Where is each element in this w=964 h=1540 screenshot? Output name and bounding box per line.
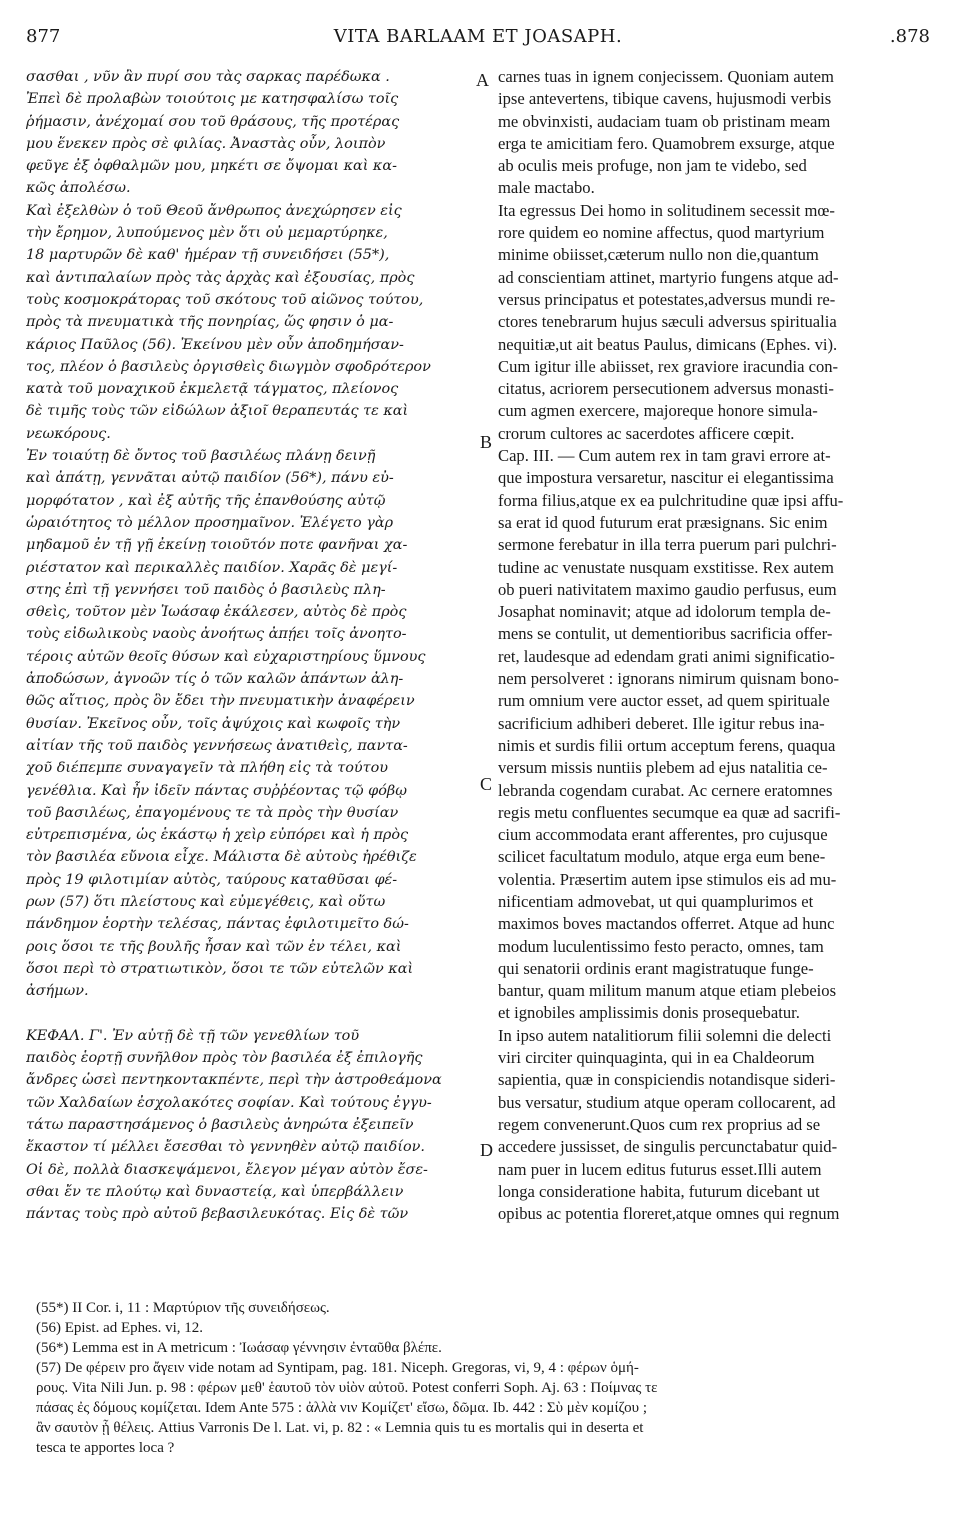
greek-text-line: Ἐπεὶ δὲ προλαβὼν τοιούτοις με κατησφαλίσω τοῖς: [26, 91, 399, 108]
latin-text-line: longa consideratione habita, futurum dicebant ut: [498, 1181, 820, 1201]
latin-text-line: ob pueri nativitatem maximo gaudio perfusus, eum: [498, 579, 837, 599]
latin-text-line: nimis et surdis filii ortum acceptum ferens, quaqua: [498, 735, 836, 755]
greek-text-line: ροις ὅσοι τε τῆς βουλῆς ἦσαν καὶ τῶν ἐν τέλει, καὶ: [26, 938, 402, 955]
latin-text-line: sapientia, quæ in conspiciendis notandisque sideri-: [498, 1070, 836, 1090]
greek-text-line: μορφότατον , καὶ ἐξ αὐτῆς τῆς ἐπανθούσης αὐτῷ: [26, 492, 386, 509]
greek-text-line: μου ἕνεκεν πρὸς σὲ φιλίας. Ἀναστὰς οὖν, λοιπὸν: [26, 135, 386, 152]
latin-text-line: et ignobiles amplissimis donis prosequebatur.: [498, 1003, 800, 1023]
footnote-line: (57) De φέρειν pro ἄγειν vide notam ad Syntipam, pag. 181. Niceph. Gregoras, vi, 9, 4 : φέρων ὁμή-: [36, 1360, 639, 1376]
latin-text-line: Cap. III. — Cum autem rex in tam gravi errore at-: [498, 446, 831, 466]
footnote-line: ρους. Vita Nili Jun. p. 98 : φέρων μεθ' ἑαυτοῦ τὸν υἱὸν αὐτοῦ. Potest conferri Soph. Aj. 63 : Ποίμνας τε: [36, 1380, 658, 1396]
latin-text-line: In ipso autem natalitiorum filii solemni die delecti: [498, 1025, 832, 1045]
latin-text-line: maximos boves mactandos offerret. Atque ad hunc: [498, 914, 835, 934]
latin-text-line: qui senatorii ordinis erant magistratuque funge-: [498, 958, 814, 978]
greek-text-line: κῶς ἀπολέσω.: [26, 180, 131, 197]
greek-text-line: ρων (57) ὅτι πλείστους καὶ εὐμεγέθεις, καὶ οὕτω: [26, 893, 386, 910]
margin-marker-b: B: [480, 432, 493, 452]
greek-text-line: τέροις αὐτῶν θεοῖς θύσων καὶ εὐχαριστηρίους ὕμνους: [26, 648, 426, 665]
latin-text-line: minime obiisset,cæterum nullo non die,quantum: [498, 245, 819, 265]
greek-text-line: πρὸς τὰ πνευματικὰ τῆς πονηρίας, ὥς φησιν ὁ μα-: [26, 314, 394, 331]
latin-text-line: opibus ac potentia floreret,atque omnes qui regnum: [498, 1204, 840, 1224]
greek-text-line: ριέστατον καὶ περικαλλὲς παιδίον. Χαρᾶς δὲ μεγί-: [26, 559, 398, 576]
latin-text-line: scilicet facultatum modulo, atque erga eum bene-: [498, 847, 826, 867]
latin-text-line: versus principatus et potestates,adversus mundi re-: [498, 289, 836, 309]
footnote-line: tesca te apportes loca ?: [36, 1440, 175, 1456]
latin-text-line: ab oculis meis profuge, non jam te videbo, sed: [498, 156, 807, 176]
greek-text-line: εὐτρεπισμένα, ὡς ἑκάστῳ ἡ χεὶρ εὐπόρει καὶ ἡ πρὸς: [26, 827, 409, 844]
latin-text-line: nificentiam admovebat, ut qui quamplurimos et: [498, 891, 814, 911]
latin-text-line: carnes tuas in ignem conjecissem. Quoniam autem: [498, 67, 834, 86]
latin-text-line: accedere jussisset, de singulis percunctabatur quid-: [498, 1137, 838, 1157]
latin-text-line: sermone ferebatur in illa terra puerum pari pulchri-: [498, 535, 837, 555]
latin-text-line: mens se contulit, ut dementioribus sacrificia offer-: [498, 624, 833, 644]
latin-text-line: lebranda cogendam curabat. Ac cernere eratomnes: [498, 780, 833, 800]
latin-text-line: cum agmen exercere, majoreque honore simula-: [498, 401, 818, 421]
latin-column: [498, 66, 930, 1225]
greek-text-line: τάτω παραστησάμενος ὁ βασιλεὺς ἀνηρώτα ἐξειπεῖν: [26, 1116, 414, 1133]
latin-text-line: bantur, quam militum manum atque etiam plebeios: [498, 981, 837, 1001]
latin-text-line: ctores tenebrarum hujus sæculi adversus spiritualia: [498, 312, 837, 332]
latin-text-line: rum omnium vere auctor esset, ad quem spirituale: [498, 691, 830, 711]
greek-text-line: ἄνδρες ὡσεὶ πεντηκοντακπέντε, περὶ τὴν ἀστροθεάμονα: [26, 1072, 442, 1089]
greek-text-line: Ἐν τοιαύτῃ δὲ ὄντος τοῦ βασιλέως πλάνῃ δεινῇ: [26, 448, 376, 465]
latin-text-line: nem persolveret : ignorans nimirum quisnam bono-: [498, 669, 840, 689]
latin-text-line: ret, laudesque ad edendam grati animi significatio-: [498, 646, 835, 666]
footnote-line: (56) Epist. ad Ephes. vi, 12.: [36, 1320, 204, 1336]
latin-text-line: sacrificium adhiberi deberet. Ille igitur rebus ina-: [498, 713, 825, 733]
greek-text-line: ἕκαστον τί μέλλει ἔσεσθαι τὸ γεννηθὲν αὐτῷ παιδίον.: [26, 1139, 425, 1156]
margin-marker-d: D: [480, 1140, 493, 1160]
footnote-line: (55*) II Cor. i, 11 : Μαρτύριον τῆς συνειδήσεως.: [36, 1300, 330, 1316]
greek-text-line: σθεὶς, τοῦτον μὲν Ἰωάσαφ ἐκάλεσεν, αὐτὸς δὲ πρὸς: [26, 604, 407, 621]
greek-text-line: ἀσήμων.: [26, 983, 89, 1000]
greek-text-line: πάνδημον ἑορτὴν τελέσας, πάντας ἐφιλοτιμεῖτο δώ-: [26, 916, 409, 933]
latin-text-line: regem convenerunt.Quos cum rex proprius ad se: [498, 1114, 821, 1134]
footnotes: [36, 1298, 936, 1458]
greek-text-line: ὡραιότητος τὸ μέλλον προσημαῖνον. Ἐλέγετο γὰρ: [26, 514, 394, 531]
margin-marker-c: C: [480, 774, 493, 794]
latin-text-line: volentia. Præsertim autem ipse stimulos eis ad mu-: [498, 869, 837, 889]
greek-text-line: Καὶ ἐξελθὼν ὁ τοῦ Θεοῦ ἄνθρωπος ἀνεχώρησεν εἰς: [26, 202, 402, 219]
greek-text-line: τοὺς εἰδωλικοὺς ναοὺς ἀνοήτως ἀπῄει τοῖς ἀνοητο-: [26, 626, 407, 643]
latin-text-line: me obvinxisti, audaciam tuam ob pristinam meam: [498, 111, 831, 131]
greek-text-line: τῶν Χαλδαίων ἐσχολακότες σοφίαν. Καὶ τούτους ἐγγυ-: [26, 1094, 432, 1111]
left-page-number: 877: [26, 26, 61, 47]
greek-text-line: πάντας τοὺς πρὸ αὐτοῦ βεβασιλευκότας. Εἰς δὲ τῶν: [26, 1206, 409, 1223]
greek-text-line: στης ἐπὶ τῇ γεννήσει τοῦ παιδὸς ὁ βασιλεὺς πλη-: [26, 581, 386, 598]
greek-text-line: τὴν ἔρημον, λυπούμενος μὲν ὅτι οὐ μεμαρτύρηκε,: [26, 225, 388, 242]
greek-text-line: ὅσοι περὶ τὸ στρατιωτικὸν, ὅσοι τε τῶν εὐτελῶν καὶ: [26, 960, 414, 977]
greek-text-line: μηδαμοῦ ἐν τῇ γῇ ἐκείνῃ τοιοῦτόν ποτε φανῆναι χα-: [26, 537, 408, 554]
latin-text-line: viri circiter quinquaginta, qui in ea Chaldeorum: [498, 1048, 815, 1068]
running-title: VITA BARLAAM ET JOASAPH.: [333, 26, 623, 47]
greek-text-line: τος, πλέον ὁ βασιλεὺς ὀργισθεὶς διωγμὸν σφοδρότερον: [26, 358, 431, 375]
latin-text-line: crorum cultores ac sacerdotes afficere cœpit.: [498, 423, 795, 443]
latin-text-line: citatus, acriorem persecutionem adversus monasti-: [498, 379, 834, 399]
latin-text-line: cium accommodata erant afferentes, pro cujusque: [498, 825, 828, 845]
latin-text-line: modum luculentissimo festo peracto, omnes, tam: [498, 936, 824, 956]
latin-text-line: erga te amicitiam fero. Quamobrem exsurge, atque: [498, 133, 835, 153]
latin-text-line: regis metu confluentes secumque ea quæ ad sacrifi-: [498, 802, 841, 822]
page-header: [26, 26, 930, 54]
greek-text-line: κάριος Παῦλος (56). Ἐκείνου μὲν οὖν ἀποδημήσαν-: [26, 336, 404, 353]
greek-text-line: νεωκόρους.: [26, 425, 111, 442]
latin-text-line: sa erat id quod futurum erat præsignans. Sic enim: [498, 512, 828, 532]
greek-text-line: τὸν βασιλέα εὔνοια εἶχε. Μάλιστα δὲ αὐτοὺς ἠρέθιζε: [26, 849, 417, 866]
greek-text-line: σθαι ἔν τε πλούτῳ καὶ δυναστείᾳ, καὶ ὑπερβάλλειν: [26, 1183, 404, 1200]
latin-text-line: nam puer in lucem editus futurus esset.Illi autem: [498, 1159, 822, 1179]
greek-text-line: ῥήμασιν, ἀνέχομαί σου τοῦ θράσους, τῆς προτέρας: [26, 113, 400, 130]
greek-text-line: καὶ ἀντιπαλαίων πρὸς τὰς ἀρχὰς καὶ ἐξουσίας, πρὸς: [26, 269, 415, 286]
latin-text-line: nequitiæ,ut ait beatus Paulus, dimicans (Ephes. vi).: [498, 334, 838, 354]
footnote-line: (56*) Lemma est in A metricum : Ἰωάσαφ γέννησιν ἐνταῦθα βλέπε.: [36, 1340, 442, 1356]
greek-text-line: θυσίαν. Ἐκεῖνος οὖν, τοῖς ἀψύχοις καὶ κωφοῖς τὴν: [26, 715, 401, 732]
footnote-line: ἂν σαυτὸν ᾗ θέλεις. Attius Varronis De l. Lat. vi, p. 82 : « Lemnia quis tu es mortalis qui in deserta et: [36, 1420, 644, 1436]
greek-text-line: τοὺς κοσμοκράτορας τοῦ σκότους τοῦ αἰῶνος τούτου,: [26, 291, 424, 308]
greek-text-line: αἰτίαν τῆς τοῦ παιδὸς γεννήσεως ἀνατιθεὶς, παντα-: [26, 737, 408, 754]
greek-text-line: παιδὸς ἑορτῇ συνῆλθον πρὸς τὸν βασιλέα ἐξ ἐπιλογῆς: [26, 1050, 423, 1067]
greek-text-line: 18 μαρτυρῶν δὲ καθ' ἡμέραν τῇ συνειδήσει (55*),: [26, 247, 390, 264]
greek-text-line: σασθαι , νῦν ἂν πυρί σου τὰς σαρκας παρέδωκα .: [26, 69, 390, 85]
greek-text-line: ἀποδώσων, ἀγνοῶν τίς ὁ τῶν καλῶν ἁπάντων ἀλη-: [26, 671, 404, 688]
right-page-number: .878: [889, 26, 930, 47]
greek-text-line: ΚΕΦΑΛ. Γ'. Ἐν αὐτῇ δὲ τῇ τῶν γενεθλίων τοῦ: [26, 1027, 360, 1044]
greek-text-line: [26, 1002, 470, 1024]
latin-text-line: Josaphat nominavit; atque ad idolorum templa de-: [498, 602, 831, 622]
latin-text-line: tudine ac venustate nusquam exstitisse. Rex autem: [498, 557, 834, 577]
latin-text-line: ad conscientiam attinet, martyrio fungens atque ad-: [498, 267, 839, 287]
latin-text-line: ipse antevertens, tibique cavens, hujusmodi verbis: [498, 89, 832, 109]
greek-text-line: χοῦ διέπεμπε συναγαγεῖν τὰ πλήθη εἰς τὰ τούτου: [26, 760, 388, 777]
greek-column: [26, 66, 470, 1225]
greek-text-line: φεῦγε ἐξ ὀφθαλμῶν μου, μηκέτι σε ὄψομαι καὶ κα-: [26, 158, 397, 175]
margin-marker-a: A: [476, 70, 489, 90]
latin-text-line: forma filius,atque ex ea pulchritudine quæ ipsi affu-: [498, 490, 844, 510]
greek-text-line: καὶ ἀπάτῃ, γεννᾶται αὐτῷ παιδίον (56*), πάνυ εὐ-: [26, 470, 394, 487]
greek-text-line: κατὰ τοῦ μοναχικοῦ ἐκμελετᾷ τάγματος, πλείονος: [26, 381, 399, 398]
greek-text-line: πρὸς 19 φιλοτιμίαν αὐτὸς, ταύρους καταθῦσαι φέ-: [26, 871, 398, 888]
footnote-line: πάσας ἐς δόμους κομίζεται. Idem Ante 575 : ἀλλὰ νιν Κομίζετ' εἴσω, δῶμα. Ib. 442 : Σὺ μὲν κομίζου ;: [36, 1400, 647, 1416]
latin-text-line: Ita egressus Dei homo in solitudinem secessit mœ-: [498, 200, 835, 220]
latin-text-line: Cum igitur ille abiisset, rex graviore iracundia con-: [498, 356, 839, 376]
latin-text-line: male mactabo.: [498, 178, 595, 198]
latin-text-line: versum missis nuntiis plebem ad ejus natalitia ce-: [498, 758, 828, 778]
latin-text-line: bus versatur, studium atque operam collocarent, ad: [498, 1092, 836, 1112]
greek-text-line: τοῦ βασιλέως, ἐπαγομένους τε τὰ πρὸς τὴν θυσίαν: [26, 804, 399, 821]
greek-text-line: γενέθλια. Καὶ ἦν ἰδεῖν πάντας συῤῥέοντας τῷ φόβῳ: [26, 782, 407, 799]
greek-text-line: Οἱ δὲ, πολλὰ διασκεψάμενοι, ἔλεγον μέγαν αὐτὸν ἔσε-: [26, 1161, 428, 1178]
greek-text-line: θῶς αἴτιος, πρὸς ὃν ἔδει τὴν πνευματικὴν ἀναφέρειν: [26, 693, 415, 710]
greek-text-line: δὲ τιμῆς τοὺς τῶν εἰδώλων ἀξιοῖ θεραπευτάς τε καὶ: [26, 403, 409, 420]
latin-text-line: rore quidem eo nomine affectus, quod martyrium: [498, 223, 825, 243]
latin-text-line: que impostura versaretur, nascitur ei elegantissima: [498, 468, 834, 488]
